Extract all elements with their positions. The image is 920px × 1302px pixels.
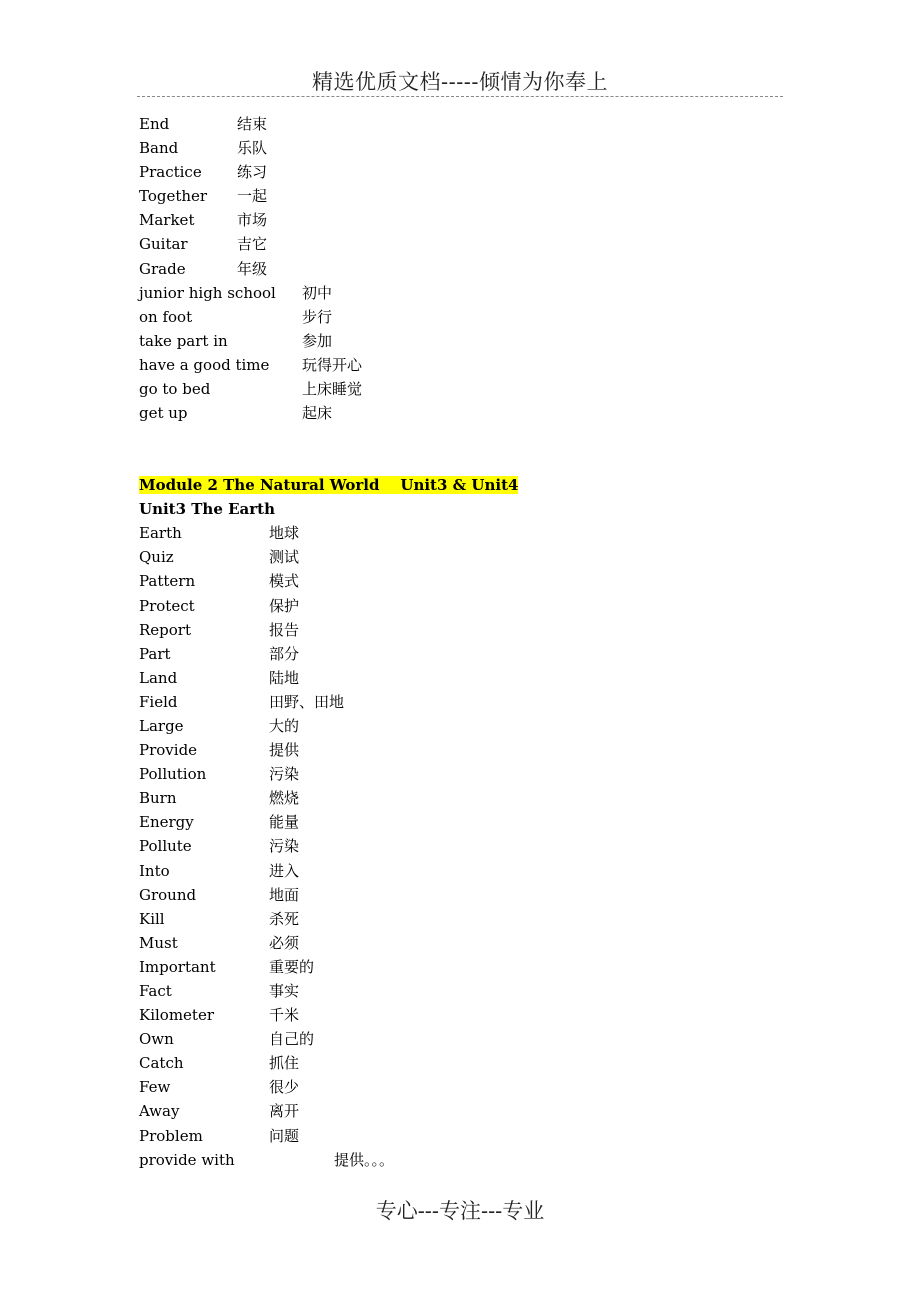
vocab-english: Band [139,139,179,158]
vocab-english: Important [139,957,216,976]
vocab-row [139,184,779,208]
vocab-chinese: 结束 [237,115,268,133]
vocab-chinese: 市场 [237,211,268,230]
vocab-chinese: 提供 [269,741,300,760]
vocabulary-document [139,112,779,1172]
vocab-chinese: 陆地 [269,668,300,687]
vocab-row [139,690,779,714]
vocab-row [139,1075,779,1099]
vocab-chinese: 大的 [269,716,300,735]
vocab-chinese: 自己的 [269,1030,315,1049]
vocab-english: Quiz [139,548,174,567]
vocab-chinese: 离开 [269,1102,300,1121]
vocab-group-3 [139,521,779,1172]
vocab-english: take part in [139,331,228,350]
vocab-row [139,136,779,160]
vocab-row [139,257,779,281]
vocab-row [139,281,779,305]
vocab-chinese: 污染 [269,837,300,856]
vocab-chinese: 重要的 [269,957,315,976]
module-heading-text: Module 2 The Natural World Unit3 & Unit4 [139,476,519,495]
vocab-row [139,329,779,353]
vocab-row [139,1099,779,1123]
vocab-english: Guitar [139,235,188,254]
vocab-english: End [139,115,170,133]
vocab-english: have a good time [139,355,270,374]
vocab-row [139,714,779,738]
vocab-chinese: 提供。。。 [334,1150,395,1169]
vocab-row [139,834,779,858]
vocab-english: Kill [139,909,165,928]
vocab-english: Catch [139,1054,184,1073]
vocab-chinese: 起床 [302,404,333,423]
vocab-english: Own [139,1030,174,1049]
vocab-chinese: 初中 [302,283,333,302]
vocab-english: Burn [139,789,177,808]
vocab-chinese: 必须 [269,933,300,952]
vocab-english: Earth [139,524,182,543]
vocab-english: Together [139,187,208,206]
vocab-english: Market [139,211,195,230]
vocab-chinese: 地球 [269,524,300,543]
vocab-english: Must [139,933,178,952]
vocab-row [139,810,779,834]
vocab-english: Land [139,668,178,687]
vocab-chinese: 玩得开心 [302,355,363,374]
vocab-chinese: 模式 [269,572,300,591]
vocab-row [139,232,779,256]
vocab-english: Field [139,692,178,711]
vocab-row [139,907,779,931]
vocab-chinese: 污染 [269,765,300,784]
vocab-row [139,521,779,545]
vocab-english: Provide [139,741,198,760]
vocab-row [139,786,779,810]
module-heading [139,473,779,497]
vocab-chinese: 事实 [269,982,300,1000]
vocab-chinese: 报告 [269,620,300,639]
vocab-row [139,1003,779,1027]
vocab-row [139,859,779,883]
vocab-chinese: 能量 [269,813,300,832]
vocab-chinese: 参加 [302,331,333,350]
vocab-chinese: 燃烧 [269,789,300,808]
vocab-english: Ground [139,885,197,904]
vocab-chinese: 上床睡觉 [302,380,363,399]
vocab-row [139,931,779,955]
vocab-row [139,160,779,184]
vocab-row [139,955,779,979]
vocab-row [139,545,779,569]
section-spacer [139,425,779,473]
vocab-row [139,594,779,618]
vocab-chinese: 一起 [237,187,268,206]
vocab-chinese: 保护 [269,596,300,615]
vocab-english: Kilometer [139,1006,215,1025]
vocab-chinese: 乐队 [237,139,268,158]
vocab-chinese: 进入 [269,861,300,880]
vocab-group-2 [139,281,779,426]
vocab-row [139,666,779,690]
vocab-english: on foot [139,307,193,326]
vocab-chinese: 田野、田地 [269,692,345,711]
vocab-row [139,208,779,232]
vocab-row [139,762,779,786]
vocab-english: Away [139,1102,180,1121]
page-header: 精选优质文档-----倾情为你奉上 [312,70,608,94]
vocab-row [139,1124,779,1148]
header-divider [137,96,783,97]
vocab-english: Fact [139,982,172,1000]
vocab-chinese: 地面 [269,885,300,904]
vocab-row [139,377,779,401]
vocab-group-1 [139,112,779,281]
vocab-english: Pollute [139,837,192,856]
vocab-row [139,618,779,642]
vocab-english: Report [139,620,192,639]
vocab-row [139,569,779,593]
vocab-row [139,642,779,666]
vocab-english: Large [139,716,184,735]
vocab-row [139,738,779,762]
vocab-chinese: 练习 [237,163,268,182]
vocab-row [139,353,779,377]
vocab-english: Grade [139,259,186,278]
vocab-row [139,1027,779,1051]
page-footer: 专心---专注---专业 [375,1199,545,1223]
vocab-english: get up [139,404,188,423]
vocab-english: Part [139,644,171,663]
vocab-row [139,112,779,136]
vocab-english: go to bed [139,380,211,399]
vocab-chinese: 步行 [302,307,333,326]
vocab-chinese: 千米 [269,1006,300,1025]
vocab-chinese: 问题 [269,1126,300,1145]
unit-heading: Unit3 The Earth [139,500,275,519]
vocab-row [139,401,779,425]
vocab-chinese: 很少 [269,1078,300,1097]
vocab-english: Practice [139,163,202,182]
vocab-english: Few [139,1078,171,1097]
vocab-english: Pollution [139,765,207,784]
vocab-row [139,1051,779,1075]
vocab-row [139,305,779,329]
vocab-english: provide with [139,1150,235,1169]
vocab-chinese: 测试 [269,548,300,567]
vocab-english: Problem [139,1126,203,1145]
vocab-chinese: 吉它 [237,235,268,254]
vocab-english: junior high school [139,283,276,302]
vocab-chinese: 抓住 [269,1054,300,1073]
vocab-english: Protect [139,596,195,615]
vocab-english: Energy [139,813,194,832]
vocab-chinese: 部分 [269,644,300,663]
vocab-chinese: 年级 [237,259,268,278]
vocab-english: Into [139,861,170,880]
vocab-row [139,883,779,907]
vocab-row [139,979,779,1003]
vocab-english: Pattern [139,572,196,591]
vocab-row [139,1148,779,1172]
vocab-chinese: 杀死 [269,909,300,928]
